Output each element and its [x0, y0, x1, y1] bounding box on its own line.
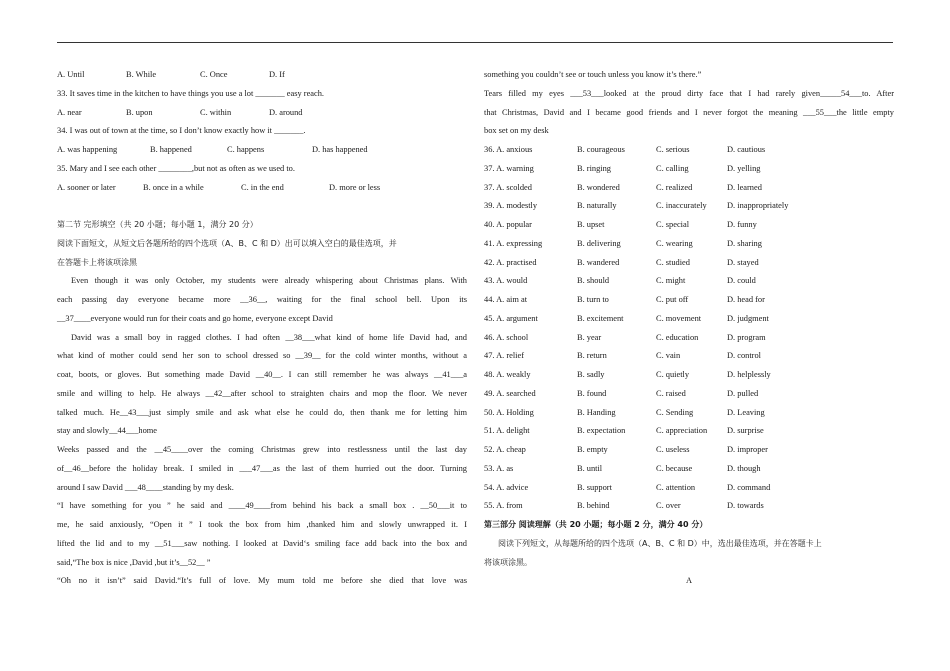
option-c: C. calling — [656, 163, 689, 173]
option-d: D. If — [269, 70, 285, 79]
option-c: C. serious — [656, 145, 690, 154]
cloze-options-list — [484, 141, 894, 516]
option-d: D. has happened — [312, 145, 368, 154]
option-d: D. could — [727, 276, 756, 286]
option-a: 50. A. Holding — [484, 407, 534, 417]
option-c: C. in the end — [241, 182, 284, 192]
option-a: 46. A. school — [484, 332, 529, 342]
paragraph5-line1: “Oh no it isn’t” said David.“It’s full of love. My mum told me before she died that love was — [57, 576, 467, 586]
left-column — [57, 66, 467, 591]
option-d: D. stayed — [727, 257, 759, 267]
option-a: 40. A. popular — [484, 220, 532, 229]
option-b: B. sadly — [577, 370, 605, 379]
option-b: B. upset — [577, 220, 605, 229]
paragraph2-line1: David was a small boy in ragged clothes. I had often __38___what kind of home life David had, and — [71, 332, 467, 342]
paragraph6-line3: box set on my desk — [484, 126, 549, 136]
paragraph2-line3: coat, boots, or gloves. But something made David __40__. I can still remember he was always __41___a — [57, 370, 467, 379]
option-a: A. Until — [57, 70, 85, 79]
spacer — [57, 197, 467, 216]
option-row — [484, 347, 894, 366]
section2-instruction-line1: 阅读下面短文，从短文后各题所给的四个选项（A、B、C 和 D）出可以填入空白的最佳选项，并 — [57, 238, 397, 248]
option-c: C. attention — [656, 482, 696, 492]
option-b: B. once in a while — [143, 182, 204, 192]
option-b: B. return — [577, 351, 607, 361]
option-b: B. courageous — [577, 145, 625, 154]
option-a: 37. A. scolded — [484, 182, 532, 192]
option-b: B. until — [577, 463, 603, 473]
option-b: B. ringing — [577, 163, 611, 173]
option-row — [484, 141, 894, 160]
section3-instruction-line1: 阅读下列短文，从每题所给的四个选项（A、B、C 和 D）中，选出最佳选项，并在答题卡上 — [498, 538, 822, 548]
option-d: D. judgment — [727, 313, 769, 323]
option-c: C. studied — [656, 257, 690, 267]
paragraph5-line2: something you couldn’t see or touch unless you know it’s there.” — [484, 70, 702, 79]
option-row — [484, 160, 894, 179]
option-c: C. appreciation — [656, 426, 708, 436]
q35-stem: 35. Mary and I see each other ________,but not as often as we used to. — [57, 163, 295, 173]
option-c: C. over — [656, 501, 681, 511]
option-c: C. vain — [656, 351, 681, 361]
paragraph6-line1: Tears filled my eyes ___53___looked at the proud dirty face that I had rarely given_____54___to. After — [484, 88, 894, 98]
option-c: C. Sending — [656, 407, 694, 417]
option-c: C. useless — [656, 445, 690, 454]
option-a: 37. A. warning — [484, 163, 534, 173]
option-a: 53. A. as — [484, 463, 514, 473]
option-d: D. helplessly — [727, 370, 771, 379]
option-row — [484, 254, 894, 273]
q35-options — [57, 179, 467, 198]
option-a: 48. A. weakly — [484, 370, 531, 379]
q32-options — [57, 66, 467, 85]
paragraph3-line1: Weeks passed and the __45____over the coming Christmas grew into restlessness until the last day — [57, 445, 467, 454]
option-d: D. pulled — [727, 388, 759, 398]
option-row — [484, 422, 894, 441]
paragraph4-line2: me, he said anxiously, “Open it ” I took the box from him ,thanked him and slowly unwrapped it. I — [57, 520, 467, 529]
paragraph1-line1: Even though it was only October, my students were already whispering about Christmas plans. With — [71, 276, 467, 286]
option-d: D. control — [727, 351, 761, 361]
option-b: B. excitement — [577, 313, 624, 323]
paragraph2-line2: what kind of mother could send her son to school dressed so __39__ for the cold winter months, without a — [57, 351, 467, 361]
section3-title: 第三部分 阅读理解（共 20 小题；每小题 2 分，满分 40 分） — [484, 520, 708, 529]
option-b: B. turn to — [577, 295, 609, 304]
option-c: C. within — [200, 107, 232, 117]
option-c: C. quietly — [656, 370, 690, 379]
option-a: A. sooner or later — [57, 182, 116, 192]
option-row — [484, 441, 894, 460]
option-row — [484, 310, 894, 329]
option-d: D. funny — [727, 220, 757, 229]
paragraph1-line3: __37____everyone would run for their coats and go home, everyone except David — [57, 313, 333, 323]
q34-stem: 34. I was out of town at the time, so I don’t know exactly how it _______. — [57, 126, 306, 136]
option-a: 55. A. from — [484, 501, 523, 511]
option-c: C. might — [656, 276, 686, 286]
paragraph3-line3: around I saw David ___48____standing by my desk. — [57, 482, 234, 492]
option-a: 36. A. anxious — [484, 145, 533, 154]
option-b: B. empty — [577, 445, 608, 454]
header-rule — [57, 42, 893, 43]
option-row — [484, 479, 894, 498]
option-a: 47. A. relief — [484, 351, 525, 361]
option-a: 51. A. delight — [484, 426, 530, 436]
option-row — [484, 404, 894, 423]
option-d: D. cautious — [727, 145, 766, 154]
option-b: B. upon — [126, 107, 153, 117]
option-c: C. because — [656, 463, 693, 473]
option-b: B. behind — [577, 501, 610, 511]
option-a: 43. A. would — [484, 276, 528, 286]
option-b: B. naturally — [577, 201, 617, 211]
option-row — [484, 291, 894, 310]
option-b: B. Handing — [577, 407, 616, 417]
option-c: C. education — [656, 332, 699, 342]
option-d: D. head for — [727, 295, 765, 304]
option-d: D. surprise — [727, 426, 764, 436]
option-a: 39. A. modestly — [484, 201, 538, 211]
option-c: C. movement — [656, 313, 702, 323]
paragraph3-line2: of__46__before the holiday break. I smiled in ___47___as the last of them hurried out the door. Turning — [57, 463, 467, 473]
option-d: D. improper — [727, 445, 768, 454]
right-column — [484, 66, 894, 591]
option-b: B. wandered — [577, 257, 620, 267]
option-row — [484, 497, 894, 516]
option-d: D. command — [727, 482, 771, 492]
section3-instruction-line2: 将该项涂黑。 — [484, 557, 532, 567]
option-a: A. near — [57, 107, 82, 117]
option-a: 52. A. cheap — [484, 445, 526, 454]
option-a: 45. A. argument — [484, 313, 538, 323]
option-row — [484, 366, 894, 385]
option-d: D. Leaving — [727, 407, 765, 417]
option-row — [484, 197, 894, 216]
option-row — [484, 216, 894, 235]
option-d: D. learned — [727, 182, 762, 192]
option-b: B. should — [577, 276, 610, 286]
section2-title: 第二节 完形填空（共 20 小题；每小题 1，满分 20 分） — [57, 220, 258, 229]
option-row — [484, 385, 894, 404]
option-a: 54. A. advice — [484, 482, 529, 492]
option-c: C. happens — [227, 145, 265, 154]
option-a: 49. A. searched — [484, 388, 536, 398]
q34-options — [57, 141, 467, 160]
paragraph2-line5: talked much. He__43___just simply smile and ask what else he could do, then thank me for letting him — [57, 407, 467, 417]
option-d: D. around — [269, 107, 303, 117]
option-d: D. more or less — [329, 182, 381, 192]
option-c: C. wearing — [656, 238, 693, 248]
option-row — [484, 179, 894, 198]
option-b: B. expectation — [577, 426, 626, 436]
paragraph2-line6: stay and slowly__44___home — [57, 426, 158, 436]
paragraph4-line3: lifted the lid and to my __51___saw nothing. I looked at David‘s smiling face add back into the box and — [57, 538, 467, 548]
option-c: C. put off — [656, 295, 689, 304]
option-b: B. While — [126, 70, 157, 79]
option-row — [484, 460, 894, 479]
option-a: 42. A. practised — [484, 257, 537, 267]
option-c: C. Once — [200, 70, 228, 79]
paragraph4-line4: said,“The box is nice ,David ,but it’s__52__ ” — [57, 557, 211, 567]
q33-options — [57, 104, 467, 123]
option-row — [484, 235, 894, 254]
option-d: D. program — [727, 332, 766, 342]
option-c: C. realized — [656, 182, 693, 192]
option-row — [484, 272, 894, 291]
option-d: D. sharing — [727, 238, 762, 248]
option-c: C. raised — [656, 388, 686, 398]
passage-a-label: A — [685, 576, 693, 586]
option-b: B. wondered — [577, 182, 620, 192]
option-b: B. delivering — [577, 238, 621, 248]
option-d: D. inappropriately — [727, 201, 789, 211]
paragraph2-line4: smile and willing to help. He always __42__after school to straighten chairs and mop the floor. We never — [57, 388, 467, 398]
option-c: C. inaccurately — [656, 201, 707, 211]
option-a: 41. A. expressing — [484, 238, 543, 248]
option-a: 44. A. aim at — [484, 295, 528, 304]
option-b: B. support — [577, 482, 612, 492]
option-c: C. special — [656, 220, 690, 229]
option-b: B. year — [577, 332, 602, 342]
option-b: B. found — [577, 388, 607, 398]
paragraph4-line1: “I have something for you ” he said and ____49____from behind his back a small box . __50___it to — [57, 501, 467, 511]
q33-stem: 33. It saves time in the kitchen to have things you use a lot _______ easy reach. — [57, 88, 325, 98]
option-row — [484, 329, 894, 348]
section2-instruction-line2: 在答题卡上将该项涂黑 — [57, 257, 137, 267]
option-a: A. was happening — [57, 145, 118, 154]
option-d: D. yelling — [727, 163, 761, 173]
option-d: D. towards — [727, 501, 764, 511]
option-d: D. though — [727, 463, 761, 473]
paragraph1-line2: each passing day everyone became more __36__, waiting for the final school bell. Upon its — [57, 295, 467, 304]
option-b: B. happened — [150, 145, 192, 154]
paragraph6-line2: that Christmas, David and I became good friends and I never forgot the meaning ___55___the little empty — [484, 107, 894, 117]
